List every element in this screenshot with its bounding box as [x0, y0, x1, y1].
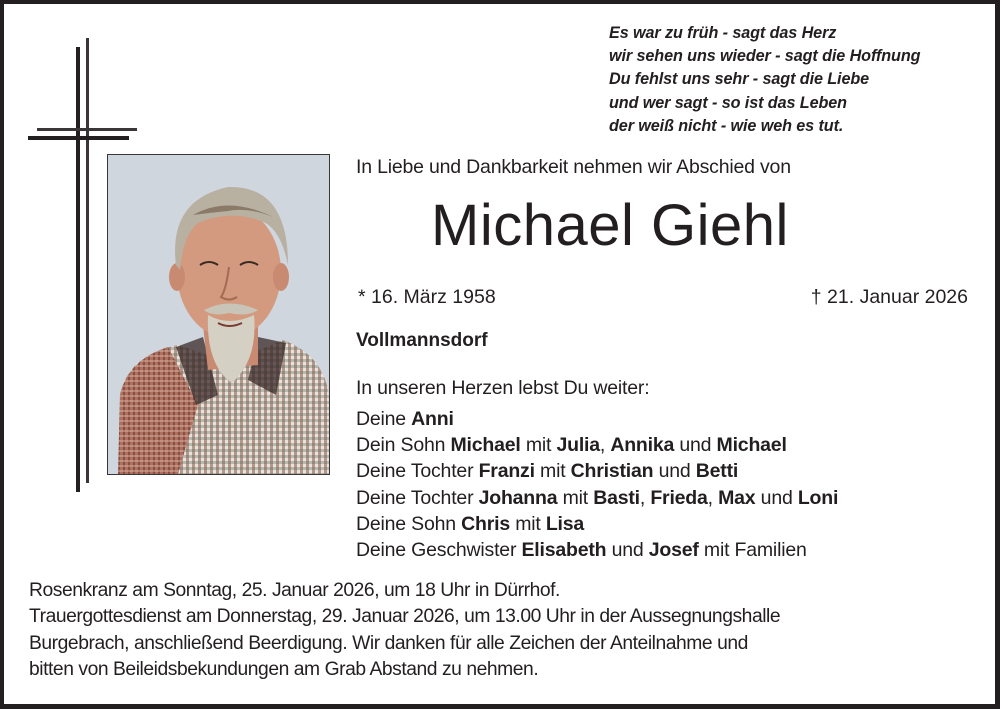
mourner-relation-text: und	[674, 434, 717, 457]
mourner-relation-text: und	[606, 539, 649, 562]
death-date: † 21. Januar 2026	[810, 286, 968, 308]
mourner-line	[356, 432, 838, 458]
mourner-relation-text: Deine	[356, 408, 412, 430]
poem	[609, 22, 920, 138]
mourner-line	[356, 485, 838, 511]
mourner-line	[356, 537, 838, 563]
service-line: Rosenkranz am Sonntag, 25. Januar 2026, um 18 Uhr in Dürrhof.	[29, 580, 560, 601]
mourners-heading: In unseren Herzen lebst Du weiter:	[356, 377, 650, 399]
poem-line: und wer sagt - so ist das Leben	[609, 93, 847, 112]
poem-line: Du fehlst uns sehr - sagt die Liebe	[609, 70, 870, 89]
cross-vertical-thin	[86, 38, 89, 483]
mourner-name: Loni	[797, 486, 839, 509]
cross-horizontal-thick	[28, 136, 129, 140]
deceased-name: Michael Giehl	[431, 193, 789, 258]
mourner-name: Franzi	[478, 460, 535, 483]
mourner-name: Michael	[450, 434, 521, 457]
mourner-name: Basti	[593, 486, 640, 509]
poem-line: der weiß nicht - wie weh es tut.	[609, 116, 844, 135]
mourner-relation-text: ,	[599, 434, 611, 457]
hometown: Vollmannsdorf	[356, 330, 488, 351]
service-details	[29, 578, 780, 684]
service-line: Burgebrach, anschließend Beerdigung. Wir danken für alle Zeichen der Anteilnahme und	[29, 632, 748, 654]
mourner-name: Christian	[570, 460, 654, 483]
poem-line: wir sehen uns wieder - sagt die Hoffnung	[609, 47, 921, 66]
birth-date: * 16. März 1958	[358, 286, 496, 308]
mourner-name: Lisa	[545, 512, 585, 535]
mourner-relation-text: mit	[557, 486, 594, 509]
mourner-line	[356, 511, 838, 537]
mourner-name: Annika	[610, 434, 675, 457]
mourners-list	[356, 406, 838, 563]
portrait-illustration	[108, 155, 329, 474]
farewell-intro: In Liebe und Dankbarkeit nehmen wir Abschied von	[356, 156, 791, 178]
mourner-relation-text: mit	[520, 434, 557, 457]
mourner-name: Betti	[695, 460, 739, 483]
poem-line: Es war zu früh - sagt das Herz	[609, 24, 837, 42]
portrait-photo	[107, 154, 330, 475]
service-line: bitten von Beileidsbekundungen am Grab Abstand zu nehmen.	[29, 659, 539, 681]
mourner-name: Josef	[648, 539, 699, 562]
mourner-relation-text: Dein Sohn	[356, 434, 451, 457]
mourner-relation-text: Deine Tochter	[356, 460, 479, 483]
mourner-relation-text: Deine Sohn	[356, 512, 462, 535]
mourner-relation-text: mit	[534, 460, 571, 483]
mourner-line	[356, 406, 838, 432]
mourner-name: Elisabeth	[521, 539, 607, 562]
mourner-relation-text: Deine Geschwister	[356, 539, 522, 562]
mourner-relation-text: mit	[510, 512, 546, 535]
mourner-name: Max	[718, 486, 756, 509]
mourner-name: Julia	[556, 434, 600, 457]
cross-horizontal-thin	[37, 128, 137, 131]
mourner-relation-text: ,	[639, 486, 651, 509]
mourner-name: Chris	[461, 512, 510, 535]
mourner-relation-text: und	[653, 460, 696, 483]
mourner-name: Johanna	[478, 486, 558, 509]
mourner-name: Michael	[716, 434, 787, 457]
mourner-relation-text: ,	[707, 486, 719, 509]
mourner-relation-text: Deine Tochter	[356, 486, 479, 509]
mourner-name: Frieda	[650, 486, 708, 509]
mourner-line	[356, 458, 838, 484]
cross-vertical-thick	[76, 47, 80, 492]
mourner-relation-text: mit Familien	[698, 539, 807, 562]
service-line: Trauergottesdienst am Donnerstag, 29. Januar 2026, um 13.00 Uhr in der Aussegnungshalle	[29, 606, 781, 628]
mourner-name: Anni	[411, 408, 454, 430]
mourner-relation-text: und	[755, 486, 798, 509]
